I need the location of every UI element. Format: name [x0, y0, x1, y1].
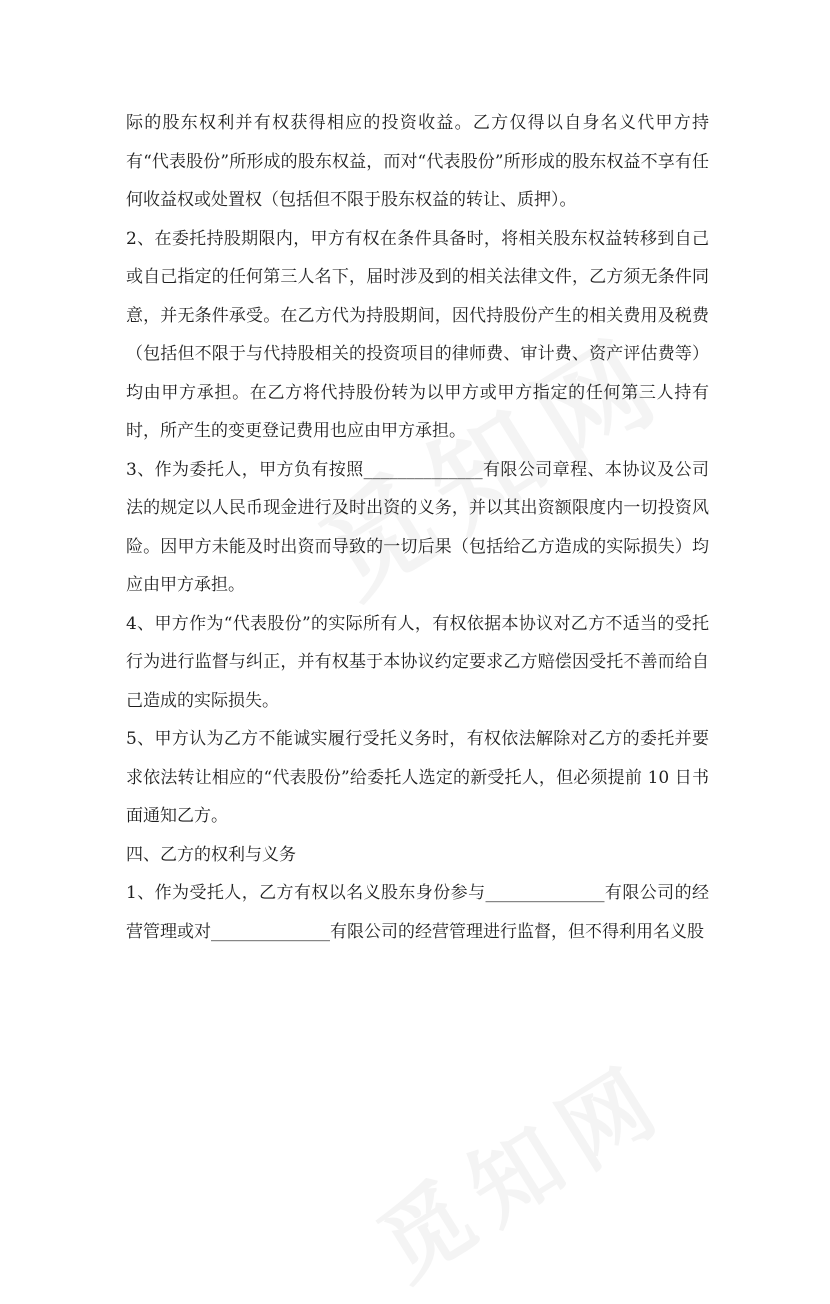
paragraph-clause-4: 4、甲方作为“代表股份”的实际所有人，有权依据本协议对乙方不适当的受托行为进行监督与纠正，并有权基于本协议约定要求乙方赔偿因受托不善而给自己造成的实际损失。: [126, 613, 709, 711]
section-heading-party-b-rights: 四、乙方的权利与义务: [126, 844, 296, 865]
paragraph-clause-3: 3、作为委托人，甲方负有按照______________有限公司章程、本协议及公司法的规定以人民币现金进行及时出资的义务，并以其出资额限度内一切投资风险。因甲方未能及时出资而导致的一切后果（包括给乙方造成的实际损失）均应由甲方承担。: [126, 459, 709, 595]
watermark: [350, 1026, 689, 1304]
paragraph-clause-5: 5、甲方认为乙方不能诚实履行受托义务时，有权依法解除对乙方的委托并要求依法转让相应的“代表股份”给委托人选定的新受托人，但必须提前 10 日书面通知乙方。: [126, 729, 709, 826]
paragraph-party-b-clause-1: 1、作为受托人，乙方有权以名义股东身份参与______________有限公司的经营管理或对______________有限公司的经营管理进行监督，但不得利用名义股: [126, 883, 709, 942]
document-body: [126, 104, 709, 951]
paragraph-shareholder-rights-continued: 际的股东权利并有权获得相应的投资收益。乙方仅得以自身名义代甲方持有“代表股份”所形成的股东权益，而对“代表股份”所形成的股东权益不享有任何收益权或处置权（包括但不限于股东权益的转让、质押）。: [126, 113, 709, 210]
paragraph-clause-2: 2、在委托持股期限内，甲方有权在条件具备时，将相关股东权益转移到自己或自己指定的任何第三人名下，届时涉及到的相关法律文件，乙方须无条件同意，并无条件承受。在乙方代为持股期间，因代持股份产生的相关费用及税费（包括但不限于与代持股相关的投资项目的律师费、审计费、资产评估费等）均由甲方承担。在乙方将代持股份转为以甲方或甲方指定的任何第三人持有时，所产生的变更登记费用也应由甲方承担。: [126, 228, 709, 441]
